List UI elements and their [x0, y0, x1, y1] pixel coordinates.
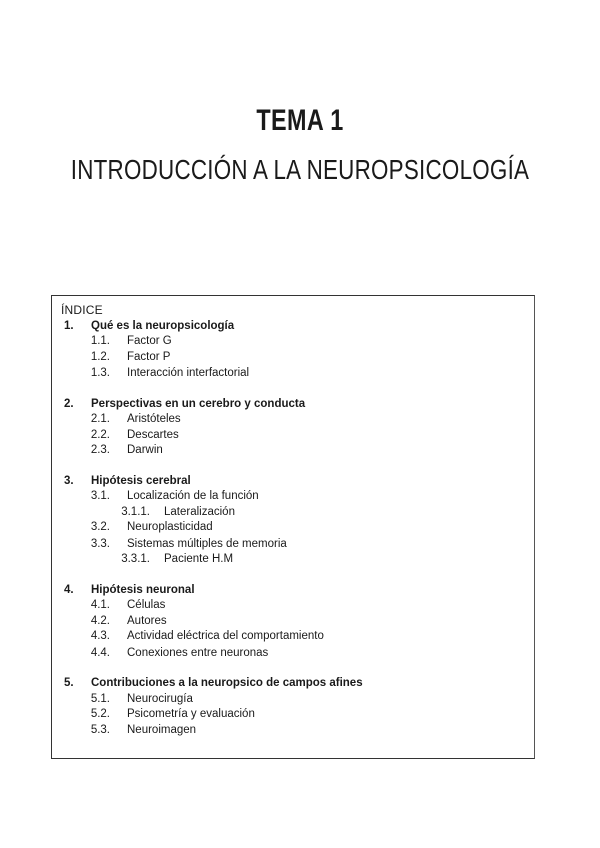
toc-number: 5.	[64, 677, 74, 689]
toc-number: 1.	[64, 320, 74, 332]
toc-number: 1.1.	[90, 335, 110, 347]
toc-label: Hipótesis neuronal	[91, 584, 195, 596]
toc-number: 3.2.	[90, 521, 110, 533]
toc-number: 2.1.	[90, 413, 110, 425]
page-subtitle: INTRODUCCIÓN A LA NEUROPSICOLOGÍA	[70, 154, 530, 185]
toc-number: 1.3.	[90, 367, 110, 379]
toc-label: Descartes	[127, 429, 179, 441]
toc-number: 4.4.	[90, 647, 110, 659]
toc-label: Psicometría y evaluación	[127, 708, 255, 720]
toc-number: 5.3.	[90, 724, 110, 736]
toc-label: Localización de la función	[127, 490, 259, 502]
toc-number: 4.	[64, 584, 74, 596]
toc-label: Factor P	[127, 351, 171, 363]
toc-label: Darwin	[127, 444, 163, 456]
toc-number: 3.3.	[90, 538, 110, 550]
page-title: TEMA 1	[256, 104, 344, 137]
toc-number: 5.2.	[90, 708, 110, 720]
toc-label: Perspectivas en un cerebro y conducta	[91, 398, 306, 410]
toc-label: Neurocirugía	[127, 693, 193, 705]
toc-label: Sistemas múltiples de memoria	[127, 538, 287, 550]
toc-number: 3.1.1.	[121, 506, 150, 518]
toc-label: Factor G	[127, 335, 172, 347]
toc-label: Neuroimagen	[127, 724, 197, 736]
toc-number: 3.3.1.	[121, 553, 150, 565]
toc-label: Actividad eléctrica del comportamiento	[127, 630, 324, 642]
toc-label: Qué es la neuropsicología	[91, 320, 235, 332]
toc-label: Células	[127, 599, 166, 611]
toc-number: 3.	[64, 475, 74, 487]
toc-label: Paciente H.M	[164, 553, 234, 565]
toc-number: 2.3.	[90, 444, 110, 456]
toc-number: 3.1.	[90, 490, 110, 502]
toc-number: 5.1.	[90, 693, 110, 705]
toc-label: Hipótesis cerebral	[91, 475, 191, 487]
toc-number: 4.3.	[90, 630, 110, 642]
toc-number: 4.1.	[90, 599, 110, 611]
toc-number: 2.2.	[90, 429, 110, 441]
toc-label: Conexiones entre neuronas	[127, 647, 269, 659]
toc-label: Neuroplasticidad	[127, 521, 213, 533]
toc-label: Lateralización	[164, 506, 235, 518]
toc-number: 2.	[64, 398, 74, 410]
toc-label: Interacción interfactorial	[127, 367, 250, 379]
toc-number: 1.2.	[90, 351, 110, 363]
toc-label: Aristóteles	[127, 413, 181, 425]
index-heading: ÍNDICE	[61, 303, 103, 317]
toc-number: 4.2.	[90, 615, 110, 627]
toc-label: Contribuciones a la neuropsico de campos afines	[91, 677, 363, 689]
toc-label: Autores	[127, 615, 167, 627]
